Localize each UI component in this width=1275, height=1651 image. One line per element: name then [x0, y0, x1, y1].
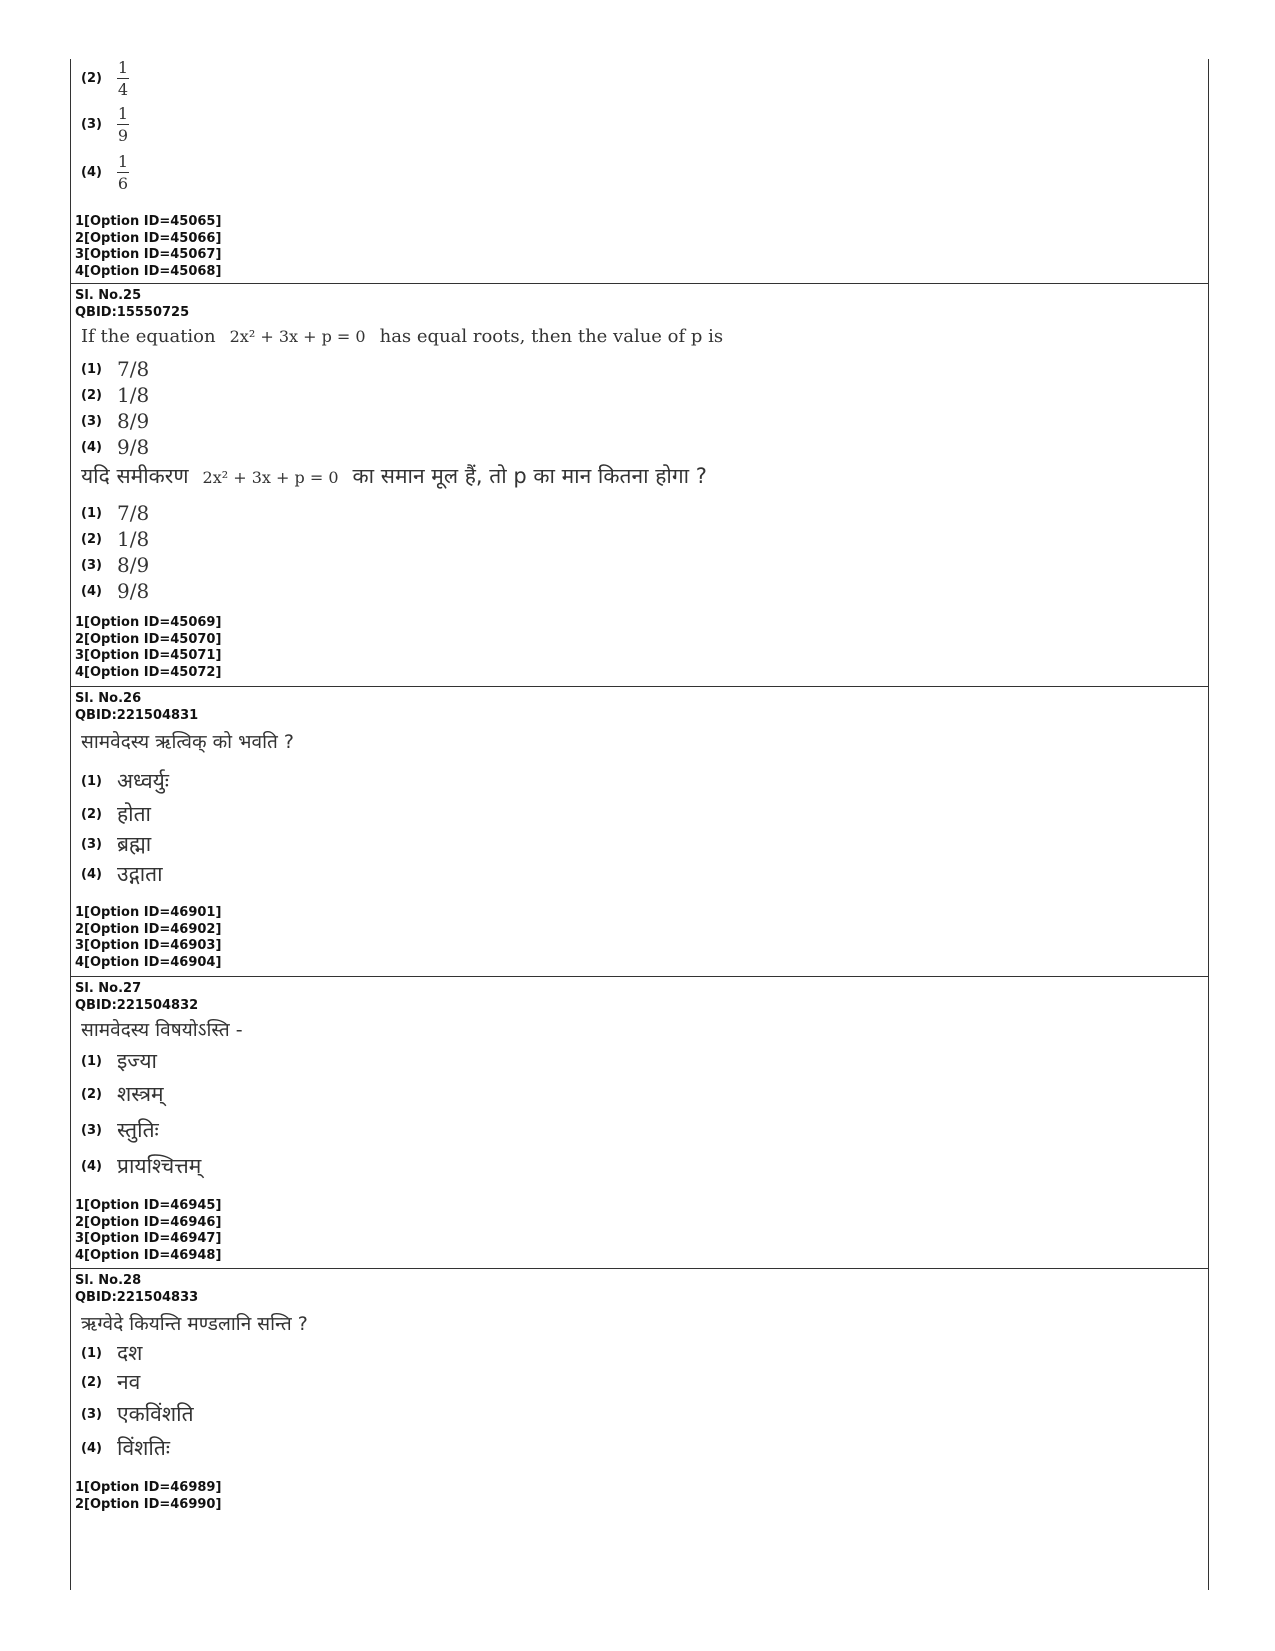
option-3: (3) स्तुतिः — [81, 1118, 159, 1142]
option-ids: 1[Option ID=46901] 2[Option ID=46902] 3[Option ID=46903] 4[Option ID=46904] — [75, 905, 222, 970]
divider — [71, 283, 1208, 284]
qbid: QBID:221504832 — [75, 997, 199, 1013]
equation: 2x² + 3x + p = 0 — [229, 327, 366, 346]
option-1: (1) इज्या — [81, 1049, 157, 1073]
question-text: सामवेदस्य विषयोऽस्ति - — [81, 1019, 243, 1041]
option-4: (4) $\frac{1}{6}$ — [81, 152, 129, 193]
question-text: ऋग्वेदे कियन्ति मण्डलानि सन्ति ? — [81, 1313, 308, 1335]
option-4: (4) 9/8 — [81, 579, 150, 603]
question-25 — [71, 288, 1208, 680]
serial-number: Sl. No.25 — [75, 288, 142, 303]
option-2: (2) $\frac{1}{4}$ — [81, 58, 129, 99]
option-1: (1) 7/8 — [81, 357, 150, 381]
question-text-hi: यदि समीकरण 2x² + 3x + p = 0 का समान मूल हैं, तो p का मान कितना होगा ? — [81, 464, 707, 488]
option-3: (3) $\frac{1}{9}$ — [81, 104, 129, 145]
option-3: (3) 8/9 — [81, 409, 150, 433]
question-text: सामवेदस्य ऋत्विक् को भवति ? — [81, 731, 294, 753]
option-3: (3) ब्रह्मा — [81, 832, 152, 856]
option-1: (1) 7/8 — [81, 501, 150, 525]
option-ids: 1[Option ID=45065] 2[Option ID=45066] 3[Option ID=45067] 4[Option ID=45068] — [75, 214, 222, 279]
question-text-en: If the equation 2x² + 3x + p = 0 has equal roots, then the value of p is — [81, 326, 724, 347]
qbid: QBID:221504833 — [75, 1289, 199, 1305]
option-2: (2) होता — [81, 802, 151, 826]
option-4: (4) उद्गाता — [81, 862, 163, 886]
question-26 — [71, 691, 1208, 970]
fraction: $\frac{1}{4}$ — [117, 58, 129, 99]
option-ids: 1[Option ID=46945] 2[Option ID=46946] 3[Option ID=46947] 4[Option ID=46948] — [75, 1198, 222, 1263]
option-3: (3) एकविंशति — [81, 1402, 194, 1426]
option-ids: 1[Option ID=45069] 2[Option ID=45070] 3[Option ID=45071] 4[Option ID=45072] — [75, 615, 222, 680]
option-2: (2) शस्त्रम् — [81, 1082, 164, 1106]
divider — [71, 976, 1208, 977]
option-1: (1) अध्वर्युः — [81, 769, 170, 793]
qbid: QBID:15550725 — [75, 304, 190, 320]
qbid: QBID:221504831 — [75, 707, 199, 723]
question-paper-frame — [70, 59, 1209, 1590]
option-2: (2) 1/8 — [81, 383, 150, 407]
option-2: (2) नव — [81, 1370, 141, 1394]
divider — [71, 686, 1208, 687]
option-1: (1) दश — [81, 1341, 143, 1365]
serial-number: Sl. No.28 — [75, 1273, 142, 1288]
question-27 — [71, 981, 1208, 1263]
fraction: $\frac{1}{9}$ — [117, 104, 129, 145]
serial-number: Sl. No.27 — [75, 981, 142, 996]
option-3: (3) 8/9 — [81, 553, 150, 577]
divider — [71, 1268, 1208, 1269]
question-28 — [71, 1273, 1208, 1512]
option-4: (4) प्रायश्चित्तम् — [81, 1154, 202, 1178]
option-2: (2) 1/8 — [81, 527, 150, 551]
option-4: (4) 9/8 — [81, 435, 150, 459]
equation: 2x² + 3x + p = 0 — [202, 468, 339, 487]
fraction: $\frac{1}{6}$ — [117, 152, 129, 193]
serial-number: Sl. No.26 — [75, 691, 142, 706]
option-4: (4) विंशतिः — [81, 1436, 171, 1460]
option-ids: 1[Option ID=46989] 2[Option ID=46990] — [75, 1480, 222, 1512]
